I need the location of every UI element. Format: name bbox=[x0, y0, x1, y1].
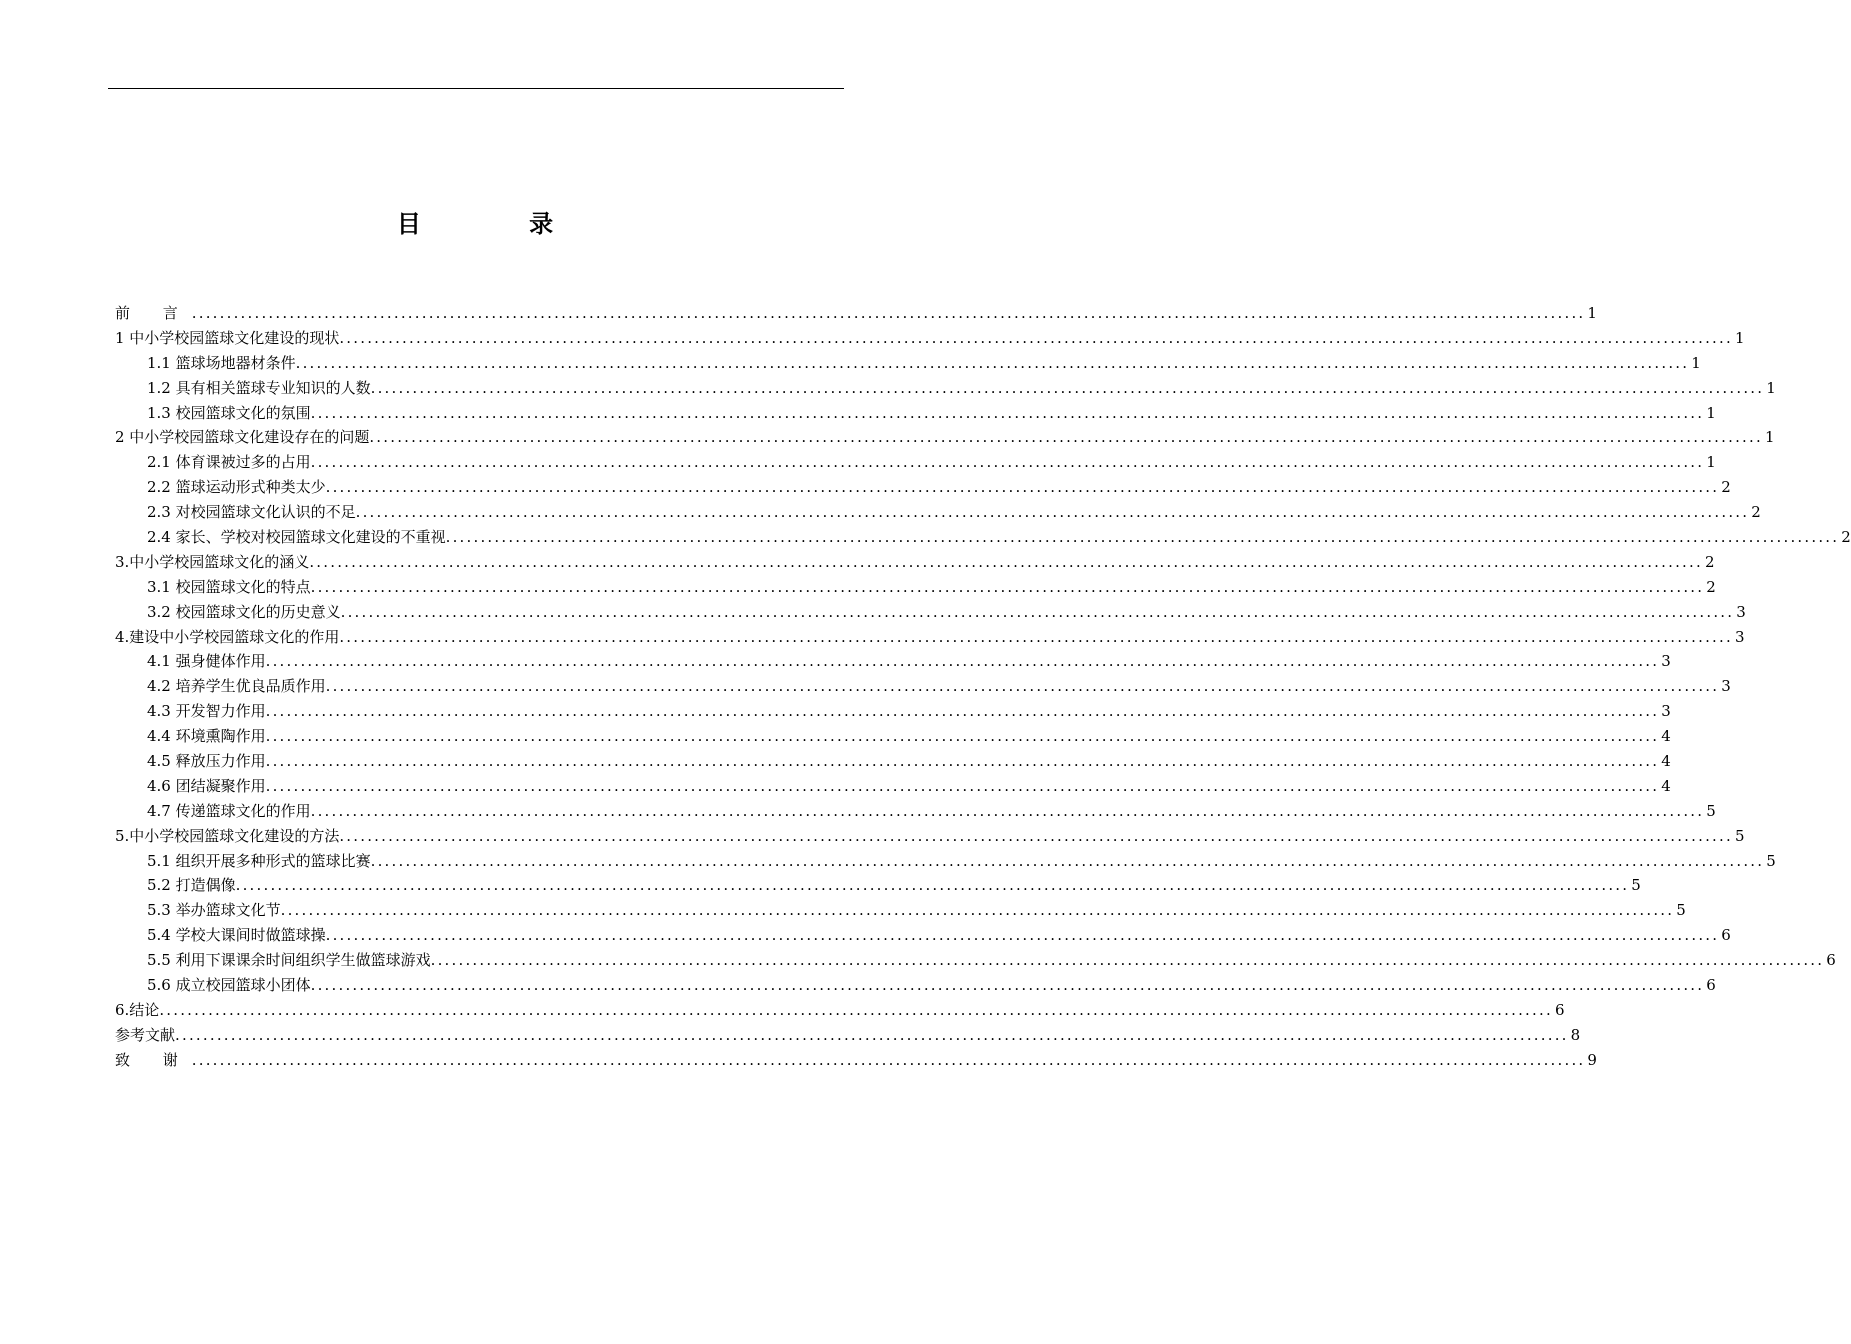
toc-leader: ........................................................................................................................................................................................................ bbox=[265, 652, 1660, 671]
toc-label: 1.1 篮球场地器材条件 bbox=[147, 353, 296, 372]
toc-page: 1 bbox=[1766, 378, 1776, 397]
toc-label: 3.2 校园篮球文化的历史意义 bbox=[147, 602, 341, 621]
toc-row[interactable] bbox=[115, 450, 1716, 475]
toc-page: 3 bbox=[1661, 702, 1671, 721]
toc-page: 5 bbox=[1734, 826, 1745, 845]
toc-page: 6 bbox=[1706, 976, 1716, 995]
table-of-contents bbox=[115, 301, 1851, 1073]
page-title: 目 录 bbox=[396, 210, 604, 238]
toc-row[interactable] bbox=[115, 873, 1641, 898]
toc-label: 2.4 家长、学校对校园篮球文化建设的不重视 bbox=[147, 528, 446, 547]
toc-page: 3 bbox=[1734, 627, 1745, 646]
toc-row[interactable] bbox=[115, 923, 1731, 948]
toc-label: 4.7 传递篮球文化的作用 bbox=[147, 801, 311, 820]
toc-row[interactable] bbox=[115, 1023, 1581, 1048]
toc-leader: ........................................................................................................................................................................................................ bbox=[339, 627, 1733, 646]
toc-label: 1.3 校园篮球文化的氛围 bbox=[147, 403, 311, 422]
toc-row[interactable] bbox=[115, 649, 1671, 674]
toc-label: 2.1 体育课被过多的占用 bbox=[147, 453, 311, 472]
toc-leader: ........................................................................................................................................................................................................ bbox=[325, 677, 1720, 696]
toc-label: 4.3 开发智力作用 bbox=[147, 702, 266, 721]
header-rule bbox=[108, 88, 844, 89]
toc-label: 致 谢 bbox=[115, 1050, 192, 1069]
toc-leader: ........................................................................................................................................................................................................ bbox=[159, 1000, 1553, 1019]
toc-leader: ........................................................................................................................................................................................................ bbox=[280, 901, 1675, 920]
toc-row[interactable] bbox=[115, 575, 1716, 600]
toc-row[interactable] bbox=[115, 550, 1715, 575]
toc-page: 5 bbox=[1706, 801, 1716, 820]
toc-leader: ........................................................................................................................................................................................................ bbox=[310, 453, 1705, 472]
toc-label: 前 言 bbox=[115, 304, 192, 322]
toc-row[interactable] bbox=[115, 401, 1716, 426]
toc-page: 1 bbox=[1734, 328, 1745, 347]
toc-leader: ........................................................................................................................................................................................................ bbox=[339, 328, 1733, 347]
toc-row[interactable] bbox=[115, 724, 1671, 749]
toc-row[interactable] bbox=[115, 301, 1597, 326]
toc-label: 5.中小学校园篮球文化建设的方法 bbox=[115, 826, 340, 845]
toc-page: 2 bbox=[1704, 552, 1715, 571]
toc-leader: ........................................................................................................................................................................................................ bbox=[355, 503, 1750, 522]
toc-row[interactable] bbox=[115, 525, 1851, 550]
toc-page: 1 bbox=[1691, 353, 1701, 372]
toc-page: 4 bbox=[1661, 752, 1671, 771]
toc-leader: ........................................................................................................................................................................................................ bbox=[310, 976, 1705, 995]
toc-leader: ........................................................................................................................................................................................................ bbox=[339, 826, 1733, 845]
toc-leader: ........................................................................................................................................................................................................ bbox=[310, 577, 1705, 596]
toc-row[interactable] bbox=[115, 799, 1716, 824]
toc-leader: ........................................................................................................................................................................................................ bbox=[265, 702, 1660, 721]
toc-row[interactable] bbox=[115, 824, 1745, 849]
toc-label: 5.4 学校大课间时做篮球操 bbox=[147, 926, 326, 945]
toc-page: 6 bbox=[1721, 926, 1731, 945]
toc-page: 2 bbox=[1841, 528, 1851, 547]
toc-row[interactable] bbox=[115, 351, 1701, 376]
toc-page: 9 bbox=[1587, 1050, 1597, 1069]
toc-row[interactable] bbox=[115, 425, 1775, 450]
toc-label: 5.5 利用下课课余时间组织学生做篮球游戏 bbox=[147, 951, 431, 970]
toc-leader: ........................................................................................................................................................................................................ bbox=[325, 926, 1720, 945]
toc-leader: ........................................................................................................................................................................................................ bbox=[309, 552, 1703, 571]
toc-row[interactable] bbox=[115, 774, 1671, 799]
toc-label: 4.建设中小学校园篮球文化的作用 bbox=[115, 627, 340, 646]
toc-label: 5.1 组织开展多种形式的篮球比赛 bbox=[147, 851, 371, 870]
toc-label: 2 中小学校园篮球文化建设存在的问题 bbox=[115, 428, 370, 447]
toc-page: 2 bbox=[1721, 478, 1731, 497]
toc-leader: ........................................................................................................................................................................................................ bbox=[340, 602, 1735, 621]
toc-page: 5 bbox=[1631, 876, 1641, 895]
toc-leader: ........................................................................................................................................................................................................ bbox=[310, 403, 1705, 422]
toc-page: 3 bbox=[1661, 652, 1671, 671]
toc-row[interactable] bbox=[115, 475, 1731, 500]
toc-page: 1 bbox=[1587, 304, 1597, 322]
toc-label: 4.5 释放压力作用 bbox=[147, 752, 266, 771]
toc-label: 6.结论 bbox=[115, 1000, 160, 1019]
toc-label: 5.6 成立校园篮球小团体 bbox=[147, 976, 311, 995]
toc-row[interactable] bbox=[115, 376, 1776, 401]
toc-label: 3.1 校园篮球文化的特点 bbox=[147, 577, 311, 596]
toc-row[interactable] bbox=[115, 699, 1671, 724]
toc-page: 3 bbox=[1736, 602, 1746, 621]
toc-label: 2.3 对校园篮球文化认识的不足 bbox=[147, 503, 356, 522]
toc-page: 2 bbox=[1706, 577, 1716, 596]
toc-leader: ........................................................................................................................................................................................................ bbox=[265, 727, 1660, 746]
toc-label: 5.2 打造偶像 bbox=[147, 876, 236, 895]
toc-leader: ........................................................................................................................................................................................................ bbox=[191, 304, 1586, 322]
toc-row[interactable] bbox=[115, 600, 1746, 625]
toc-page: 2 bbox=[1751, 503, 1761, 522]
toc-row[interactable] bbox=[115, 973, 1716, 998]
toc-label: 2.2 篮球运动形式种类太少 bbox=[147, 478, 326, 497]
toc-row[interactable] bbox=[115, 674, 1731, 699]
toc-leader: ........................................................................................................................................................................................................ bbox=[445, 528, 1840, 547]
toc-leader: ........................................................................................................................................................................................................ bbox=[430, 951, 1825, 970]
toc-row[interactable] bbox=[115, 749, 1671, 774]
toc-page: 6 bbox=[1826, 951, 1836, 970]
toc-row[interactable] bbox=[115, 998, 1565, 1023]
toc-leader: ........................................................................................................................................................................................................ bbox=[235, 876, 1630, 895]
toc-label: 4.4 环境熏陶作用 bbox=[147, 727, 266, 746]
toc-page: 5 bbox=[1676, 901, 1686, 920]
toc-leader: ........................................................................................................................................................................................................ bbox=[265, 752, 1660, 771]
toc-row[interactable] bbox=[115, 625, 1745, 650]
toc-row[interactable] bbox=[115, 1048, 1597, 1073]
toc-leader: ........................................................................................................................................................................................................ bbox=[191, 1050, 1586, 1069]
toc-label: 1 中小学校园篮球文化建设的现状 bbox=[115, 328, 340, 347]
toc-row[interactable] bbox=[115, 898, 1686, 923]
toc-label: 4.6 团结凝聚作用 bbox=[147, 776, 266, 795]
toc-row[interactable] bbox=[115, 849, 1776, 874]
toc-row[interactable] bbox=[115, 326, 1745, 351]
toc-page: 4 bbox=[1661, 776, 1671, 795]
toc-label: 1.2 具有相关篮球专业知识的人数 bbox=[147, 378, 371, 397]
toc-leader: ........................................................................................................................................................................................................ bbox=[369, 428, 1763, 447]
toc-row[interactable] bbox=[115, 948, 1836, 973]
toc-page: 1 bbox=[1764, 428, 1775, 447]
toc-page: 4 bbox=[1661, 727, 1671, 746]
toc-label: 5.3 举办篮球文化节 bbox=[147, 901, 281, 920]
toc-page: 8 bbox=[1570, 1025, 1581, 1044]
toc-leader: ........................................................................................................................................................................................................ bbox=[370, 851, 1765, 870]
toc-label: 3.中小学校园篮球文化的涵义 bbox=[115, 552, 310, 571]
toc-label: 4.2 培养学生优良品质作用 bbox=[147, 677, 326, 696]
toc-page: 5 bbox=[1766, 851, 1776, 870]
toc-leader: ........................................................................................................................................................................................................ bbox=[325, 478, 1720, 497]
toc-leader: ........................................................................................................................................................................................................ bbox=[295, 353, 1690, 372]
toc-row[interactable] bbox=[115, 500, 1761, 525]
toc-leader: ........................................................................................................................................................................................................ bbox=[175, 1025, 1569, 1044]
toc-leader: ........................................................................................................................................................................................................ bbox=[265, 776, 1660, 795]
toc-leader: ........................................................................................................................................................................................................ bbox=[310, 801, 1705, 820]
toc-page: 3 bbox=[1721, 677, 1731, 696]
toc-leader: ........................................................................................................................................................................................................ bbox=[370, 378, 1765, 397]
toc-label: 4.1 强身健体作用 bbox=[147, 652, 266, 671]
toc-page: 1 bbox=[1706, 453, 1716, 472]
toc-page: 6 bbox=[1554, 1000, 1565, 1019]
toc-page: 1 bbox=[1706, 403, 1716, 422]
toc-label: 参考文献 bbox=[115, 1025, 176, 1044]
